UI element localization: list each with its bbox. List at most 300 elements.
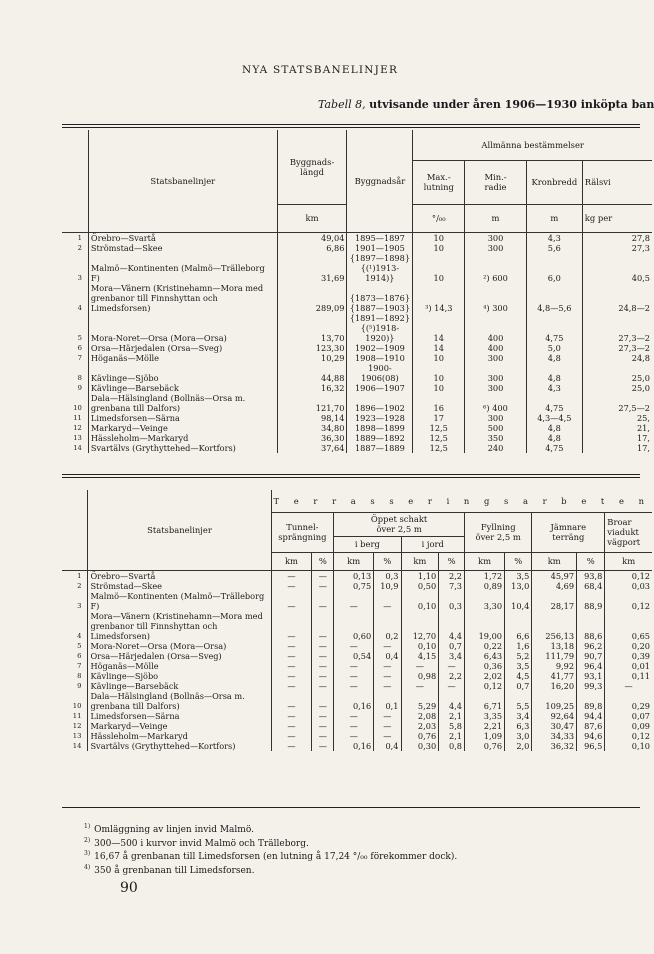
- crown-width: 6,0: [526, 253, 582, 283]
- fill-km: 2,02: [465, 671, 505, 681]
- rock-km: 0,75: [334, 581, 374, 591]
- unit-km: km: [401, 552, 439, 570]
- rail-weight: 25,0: [631, 382, 650, 393]
- mid-rule-2: [62, 477, 640, 478]
- rock-pct: —: [374, 661, 401, 671]
- construction-years: 1923—1928: [347, 413, 413, 423]
- soil-pct: 0,3: [439, 591, 465, 611]
- table-row: [62, 570, 652, 581]
- table-caption: [318, 98, 654, 111]
- fill-km: 6,71: [465, 691, 505, 711]
- table-general: [62, 130, 652, 453]
- table-row: [62, 343, 652, 353]
- row-number: 1: [62, 570, 88, 581]
- footnote: [84, 849, 457, 863]
- table-row: [62, 283, 652, 313]
- tunnel-pct: —: [312, 591, 334, 611]
- rail-weight: 27,3: [631, 242, 650, 253]
- header-rail: Rälsvi: [584, 177, 611, 187]
- line-name: Dala—Hälsingland (Bollnäs—Orsa m. grenbana till Dalfors): [88, 393, 277, 413]
- line-name: Orsa—Härjedalen (Orsa—Sveg): [88, 651, 271, 661]
- footnote-mark: 2): [84, 836, 91, 844]
- construction-years: 1908—1910: [347, 353, 413, 363]
- rock-pct: 0,3: [374, 570, 401, 581]
- caption-label: Tabell 8,: [318, 98, 366, 111]
- bridges-km: 0,07: [631, 710, 650, 721]
- unit-percent: %: [439, 552, 465, 570]
- length-km: 121,70: [277, 393, 347, 413]
- crown-width: 4,3—4,5: [526, 413, 582, 423]
- line-name: Mora—Vänern (Kristinehamn—Mora med grenbanor till Finnshyttan och Limedsforsen): [88, 611, 271, 641]
- length-km: 37,64: [277, 443, 347, 453]
- length-km: 10,29: [277, 353, 347, 363]
- row-number: 5: [62, 641, 88, 651]
- rail-weight: 25,: [636, 412, 650, 423]
- row-number: 10: [62, 393, 88, 413]
- soil-km: 0,10: [401, 591, 439, 611]
- rock-km: 0,16: [334, 691, 374, 711]
- soil-km: 0,76: [401, 731, 439, 741]
- max-gradient: 17: [413, 413, 465, 423]
- unit-length: km: [277, 204, 347, 232]
- tunnel-pct: —: [312, 581, 334, 591]
- even-km: 13,18: [532, 641, 577, 651]
- max-gradient: 10: [413, 253, 465, 283]
- min-radius: 300: [465, 413, 527, 423]
- header-even: Jämnare terräng: [532, 512, 605, 552]
- tunnel-pct: —: [312, 741, 334, 751]
- table-row: [62, 581, 652, 591]
- length-km: 123,30: [277, 343, 347, 353]
- footnote: [84, 863, 457, 877]
- even-km: 109,25: [532, 691, 577, 711]
- header-line-2: Statsbanelinjer: [88, 490, 271, 570]
- line-name: Markaryd—Veinge: [88, 423, 277, 433]
- top-rule-2: [62, 127, 640, 128]
- crown-width: 4,75: [526, 393, 582, 413]
- fill-pct: 1,6: [505, 641, 532, 651]
- footnote-text: 16,67 å grenbanan till Limedsforsen (en lutning å 17,24 °/₀₀ förekommer dock).: [94, 852, 458, 862]
- footnote: [84, 822, 457, 836]
- row-number: 4: [62, 611, 88, 641]
- unit-km: km: [465, 552, 505, 570]
- tunnel-km: —: [271, 671, 312, 681]
- table-row: [62, 232, 652, 243]
- soil-pct: 2,1: [439, 731, 465, 741]
- crown-width: 4,8: [526, 423, 582, 433]
- fill-km: 3,35: [465, 711, 505, 721]
- rail-weight: 27,3—2: [618, 342, 650, 353]
- even-km: 4,69: [532, 581, 577, 591]
- header-open-cut: Öppet schakt över 2,5 m: [334, 512, 465, 536]
- tunnel-pct: —: [312, 711, 334, 721]
- tunnel-pct: —: [312, 661, 334, 671]
- rock-km: 0,54: [334, 651, 374, 661]
- line-name: Höganäs—Mölle: [88, 661, 271, 671]
- row-number: 3: [62, 591, 88, 611]
- soil-km: 0,50: [401, 581, 439, 591]
- table-row: [62, 651, 652, 661]
- construction-years: 1901—1905: [347, 243, 413, 253]
- crown-width: 4,3: [526, 232, 582, 243]
- rail-weight: 25,0: [631, 372, 650, 383]
- line-name: Hässleholm—Markaryd: [88, 731, 271, 741]
- rock-pct: —: [374, 711, 401, 721]
- tunnel-pct: —: [312, 570, 334, 581]
- soil-pct: 4,4: [439, 611, 465, 641]
- line-name: Malmö—Kontinenten (Malmö—Trälleborg F): [88, 591, 271, 611]
- fill-km: 0,76: [465, 741, 505, 751]
- rock-km: —: [334, 671, 374, 681]
- bridges-km: 0,03: [631, 580, 650, 591]
- fill-pct: 0,7: [505, 681, 532, 691]
- table-earthworks: [62, 490, 652, 751]
- max-gradient: 10: [413, 363, 465, 383]
- header-max: Max.- lutning: [413, 160, 465, 204]
- min-radius: 300: [465, 363, 527, 383]
- row-number: 3: [62, 253, 88, 283]
- crown-width: 4,8: [526, 433, 582, 443]
- even-km: 16,20: [532, 681, 577, 691]
- line-name: Malmö—Kontinenten (Malmö—Trälleborg F): [88, 253, 277, 283]
- rock-pct: —: [374, 721, 401, 731]
- footnotes: [84, 822, 457, 876]
- line-name: Kävlinge—Barsebäck: [88, 383, 277, 393]
- line-name: Kävlinge—Sjöbo: [88, 363, 277, 383]
- table-row: [62, 711, 652, 721]
- row-number: 14: [62, 741, 88, 751]
- even-pct: 96,5: [577, 741, 605, 751]
- table-row: [62, 741, 652, 751]
- page-number: 90: [120, 880, 138, 896]
- running-head: NYA STATSBANELINJER: [241, 64, 399, 76]
- table-row: [62, 393, 652, 413]
- tunnel-km: —: [271, 721, 312, 731]
- header-earthworks: T e r r a s s e r i n g s a r b e t e n: [271, 490, 652, 512]
- length-km: 49,04: [277, 232, 347, 243]
- length-km: 31,69: [277, 253, 347, 283]
- construction-years: 1896—1902: [347, 393, 413, 413]
- footnote-mark: 4): [84, 863, 91, 871]
- soil-pct: —: [439, 661, 465, 671]
- table-row: [62, 661, 652, 671]
- table-row: [62, 243, 652, 253]
- even-km: 9,92: [532, 661, 577, 671]
- length-km: 16,32: [277, 383, 347, 393]
- soil-km: 1,10: [401, 570, 439, 581]
- table-row: [62, 313, 652, 343]
- bridges-km: 0,09: [631, 720, 650, 731]
- soil-pct: 7,3: [439, 581, 465, 591]
- table-row: [62, 671, 652, 681]
- soil-km: 0,30: [401, 741, 439, 751]
- tunnel-pct: —: [312, 731, 334, 741]
- soil-pct: 2,2: [439, 570, 465, 581]
- min-radius: 350: [465, 433, 527, 443]
- footnote: [84, 836, 457, 850]
- unit-percent: %: [374, 552, 401, 570]
- rock-pct: —: [374, 641, 401, 651]
- even-km: 36,32: [532, 741, 577, 751]
- rock-km: 0,13: [334, 570, 374, 581]
- soil-pct: 4,4: [439, 691, 465, 711]
- tunnel-km: —: [271, 581, 312, 591]
- even-km: 34,33: [532, 731, 577, 741]
- length-km: 98,14: [277, 413, 347, 423]
- line-name: Kävlinge—Barsebäck: [88, 681, 271, 691]
- min-radius: ⁶) 400: [465, 393, 527, 413]
- unit-km: km: [334, 552, 374, 570]
- tunnel-km: —: [271, 661, 312, 671]
- bridges-km: 0,11: [631, 670, 650, 681]
- min-radius: 240: [465, 443, 527, 453]
- soil-pct: 2,1: [439, 711, 465, 721]
- table-row: [62, 641, 652, 651]
- row-number: 10: [62, 691, 88, 711]
- fill-pct: 4,5: [505, 671, 532, 681]
- crown-width: 5,6: [526, 243, 582, 253]
- max-gradient: 10: [413, 383, 465, 393]
- max-gradient: ³) 14,3: [413, 283, 465, 313]
- min-radius: 400: [465, 313, 527, 343]
- line-name: Markaryd—Veinge: [88, 721, 271, 731]
- fill-pct: 3,0: [505, 731, 532, 741]
- table-row: [62, 721, 652, 731]
- header-bridges: Broar viadukt vägport: [607, 517, 641, 547]
- even-pct: 88,6: [577, 611, 605, 641]
- fill-pct: 6,6: [505, 611, 532, 641]
- line-name: Örebro—Svartå: [88, 570, 271, 581]
- rock-km: —: [334, 661, 374, 671]
- rock-pct: —: [374, 731, 401, 741]
- bottom-rule: [62, 807, 640, 808]
- fill-km: 0,22: [465, 641, 505, 651]
- footnote-text: 350 å grenbanan till Limedsforsen.: [94, 865, 255, 876]
- length-km: 44,88: [277, 363, 347, 383]
- even-pct: 99,3: [577, 681, 605, 691]
- fill-km: 2,21: [465, 721, 505, 731]
- rock-km: 0,60: [334, 611, 374, 641]
- fill-pct: 13,0: [505, 581, 532, 591]
- bridges-km: 0,20: [631, 640, 650, 651]
- tunnel-pct: —: [312, 681, 334, 691]
- tunnel-km: —: [271, 691, 312, 711]
- even-km: 41,77: [532, 671, 577, 681]
- fill-pct: 5,5: [505, 691, 532, 711]
- construction-years: 1898—1899: [347, 423, 413, 433]
- tunnel-pct: —: [312, 671, 334, 681]
- bridges-km: 0,12: [631, 600, 650, 611]
- crown-width: 4,8: [526, 353, 582, 363]
- unit-percent: %: [312, 552, 334, 570]
- fill-km: 0,12: [465, 681, 505, 691]
- tunnel-km: —: [271, 591, 312, 611]
- line-name: Kävlinge—Sjöbo: [88, 671, 271, 681]
- bridges-km: 0,29: [631, 700, 650, 711]
- rock-km: —: [334, 731, 374, 741]
- bridges-km: —: [624, 680, 633, 691]
- line-name: Limedsforsen—Särna: [88, 711, 271, 721]
- table-row: [62, 353, 652, 363]
- soil-km: 12,70: [401, 611, 439, 641]
- unit-min: m: [465, 204, 527, 232]
- soil-pct: 5,8: [439, 721, 465, 731]
- rock-km: 0,16: [334, 741, 374, 751]
- soil-km: 2,08: [401, 711, 439, 721]
- fill-pct: 2,0: [505, 741, 532, 751]
- table-row: [62, 591, 652, 611]
- soil-pct: 0,8: [439, 741, 465, 751]
- fill-pct: 6,3: [505, 721, 532, 731]
- unit-rail: kg per: [582, 204, 652, 232]
- crown-width: 4,8: [526, 363, 582, 383]
- max-gradient: 12,5: [413, 443, 465, 453]
- max-gradient: 10: [413, 353, 465, 363]
- even-pct: 93,1: [577, 671, 605, 681]
- tunnel-km: —: [271, 681, 312, 691]
- line-name: Limedsforsen—Särna: [88, 413, 277, 423]
- row-number: 8: [62, 363, 88, 383]
- rail-weight: 17,: [636, 442, 650, 453]
- fill-km: 0,36: [465, 661, 505, 671]
- soil-pct: 3,4: [439, 651, 465, 661]
- header-tunnel: Tunnel- sprängning: [271, 512, 334, 552]
- min-radius: 300: [465, 232, 527, 243]
- soil-km: —: [401, 681, 439, 691]
- soil-km: —: [401, 661, 439, 671]
- even-pct: 94,6: [577, 731, 605, 741]
- table-row: [62, 443, 652, 453]
- row-number: 7: [62, 353, 88, 363]
- even-km: 28,17: [532, 591, 577, 611]
- unit-crown: m: [526, 204, 582, 232]
- min-radius: 400: [465, 343, 527, 353]
- rail-weight: 40,5: [631, 272, 650, 283]
- construction-years: 1887—1889: [347, 443, 413, 453]
- even-pct: 68,4: [577, 581, 605, 591]
- rock-km: —: [334, 681, 374, 691]
- tunnel-km: —: [271, 741, 312, 751]
- even-pct: 93,8: [577, 570, 605, 581]
- tunnel-pct: —: [312, 721, 334, 731]
- row-number: 5: [62, 313, 88, 343]
- footnote-text: Omläggning av linjen invid Malmö.: [94, 825, 254, 835]
- construction-years: {1897—1898} {(¹)1913-1914)}: [347, 253, 413, 283]
- fill-km: 1,72: [465, 570, 505, 581]
- unit-max: °/₀₀: [413, 204, 465, 232]
- even-pct: 88,9: [577, 591, 605, 611]
- line-name: Strömstad—Skee: [88, 243, 277, 253]
- fill-km: 3,30: [465, 591, 505, 611]
- construction-years: 1900-1906(08): [347, 363, 413, 383]
- table-row: [62, 611, 652, 641]
- even-km: 92,64: [532, 711, 577, 721]
- rail-weight: 27,8: [631, 232, 650, 243]
- rock-km: —: [334, 721, 374, 731]
- tunnel-pct: —: [312, 651, 334, 661]
- tunnel-km: —: [271, 731, 312, 741]
- crown-width: 5,0: [526, 343, 582, 353]
- soil-km: 0,98: [401, 671, 439, 681]
- table-row: [62, 423, 652, 433]
- rail-weight: 24,8—2: [618, 302, 650, 313]
- unit-percent: %: [577, 552, 605, 570]
- length-km: 6,86: [277, 243, 347, 253]
- line-name: Orsa—Härjedalen (Orsa—Sveg): [88, 343, 277, 353]
- rail-weight: 27,3—2: [618, 332, 650, 343]
- soil-km: 0,10: [401, 641, 439, 651]
- max-gradient: 14: [413, 313, 465, 343]
- rock-km: —: [334, 591, 374, 611]
- min-radius: 500: [465, 423, 527, 433]
- fill-pct: 10,4: [505, 591, 532, 611]
- even-pct: 94,4: [577, 711, 605, 721]
- tunnel-pct: —: [312, 611, 334, 641]
- length-km: 34,80: [277, 423, 347, 433]
- max-gradient: 10: [413, 232, 465, 243]
- row-number: 11: [62, 711, 88, 721]
- header-length: Byggnads- längd: [277, 130, 347, 204]
- header-general: Allmänna bestämmelser: [413, 130, 652, 160]
- min-radius: ⁴) 300: [465, 283, 527, 313]
- unit-km: km: [532, 552, 577, 570]
- bridges-km: 0,10: [631, 740, 650, 751]
- crown-width: 4,75: [526, 313, 582, 343]
- table-row: [62, 691, 652, 711]
- even-pct: 89,8: [577, 691, 605, 711]
- header-min: Min.- radie: [465, 160, 527, 204]
- row-number: 9: [62, 383, 88, 393]
- bridges-km: 0,39: [631, 650, 650, 661]
- max-gradient: 12,5: [413, 433, 465, 443]
- rail-weight: 17,: [636, 432, 650, 443]
- tunnel-km: —: [271, 611, 312, 641]
- table-row: [62, 433, 652, 443]
- row-number: 11: [62, 413, 88, 423]
- top-rule-1: [62, 124, 640, 125]
- rock-pct: 10,9: [374, 581, 401, 591]
- mid-rule-1: [62, 474, 640, 475]
- construction-years: 1906—1907: [347, 383, 413, 393]
- table-row: [62, 681, 652, 691]
- row-number: 9: [62, 681, 88, 691]
- bridges-km: 0,65: [631, 630, 650, 641]
- max-gradient: 10: [413, 243, 465, 253]
- construction-years: {1891—1892} {(⁵)1918-1920)}: [347, 313, 413, 343]
- row-number: 2: [62, 243, 88, 253]
- header-line: Statsbanelinjer: [88, 130, 277, 232]
- bridges-km: 0,01: [631, 660, 650, 671]
- rock-pct: —: [374, 591, 401, 611]
- line-name: Hässleholm—Markaryd: [88, 433, 277, 443]
- soil-km: 4,15: [401, 651, 439, 661]
- table-row: [62, 383, 652, 393]
- fill-km: 19,00: [465, 611, 505, 641]
- unit-km: km: [271, 552, 312, 570]
- row-number: 6: [62, 651, 88, 661]
- tunnel-km: —: [271, 570, 312, 581]
- length-km: 13,70: [277, 313, 347, 343]
- rock-pct: 0,2: [374, 611, 401, 641]
- header-rock: i berg: [334, 536, 401, 552]
- soil-pct: 2,2: [439, 671, 465, 681]
- row-number: 6: [62, 343, 88, 353]
- row-number: 7: [62, 661, 88, 671]
- tunnel-pct: —: [312, 641, 334, 651]
- max-gradient: 16: [413, 393, 465, 413]
- table-row: [62, 413, 652, 423]
- max-gradient: 12,5: [413, 423, 465, 433]
